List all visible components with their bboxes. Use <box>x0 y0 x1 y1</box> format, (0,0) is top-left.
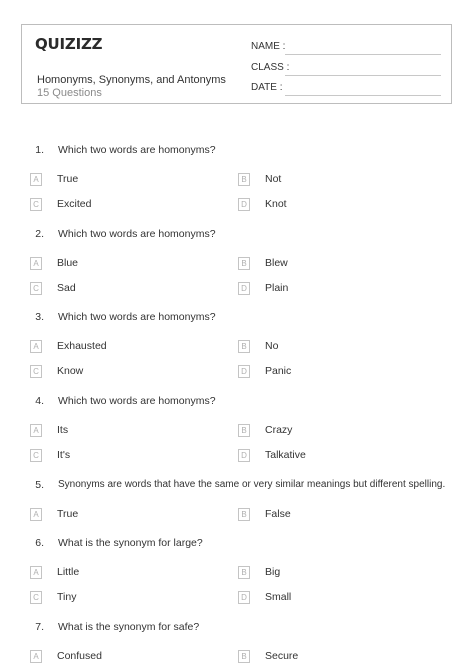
option-text: Its <box>57 424 69 436</box>
option-text: Big <box>265 566 281 578</box>
option-text: Talkative <box>265 449 306 461</box>
question-text: What is the synonym for large? <box>58 537 203 549</box>
question-text: Synonyms are words that have the same or very similar meanings but different spelling. <box>58 479 446 490</box>
question-5 <box>0 479 474 497</box>
question-number: 7. <box>35 621 44 633</box>
question-2 <box>0 228 474 246</box>
date-label: DATE : <box>251 82 283 93</box>
option-letter-box: A <box>30 424 42 437</box>
option-letter-box: B <box>238 257 250 270</box>
option-text: Crazy <box>265 424 293 436</box>
option-text: True <box>57 508 79 520</box>
question-text: Which two words are homonyms? <box>58 228 216 240</box>
quizizz-logo: QUIZIZZ <box>35 35 103 53</box>
option-letter-box: D <box>238 591 250 604</box>
question-7 <box>0 621 474 639</box>
question-number: 2. <box>35 228 44 240</box>
option-text: Know <box>57 365 84 377</box>
option-letter-box: B <box>238 508 250 521</box>
option-letter-box: B <box>238 650 250 663</box>
name-field[interactable] <box>251 41 441 55</box>
date-line[interactable] <box>285 95 441 96</box>
option-letter-box: B <box>238 424 250 437</box>
option-letter-box: C <box>30 449 42 462</box>
date-field[interactable] <box>251 82 441 96</box>
option-letter-box: A <box>30 566 42 579</box>
option-letter-box: B <box>238 566 250 579</box>
question-4 <box>0 395 474 413</box>
option-text: Confused <box>57 650 102 662</box>
option-letter-box: C <box>30 591 42 604</box>
worksheet-header <box>21 24 452 104</box>
option-text: False <box>265 508 291 520</box>
option-text: It's <box>57 449 71 461</box>
option-letter-box: D <box>238 365 250 378</box>
class-field[interactable] <box>251 62 441 76</box>
option-text: Secure <box>265 650 299 662</box>
question-number: 3. <box>35 311 44 323</box>
option-letter-box: D <box>238 282 250 295</box>
question-number: 4. <box>35 395 44 407</box>
option-letter-box: B <box>238 173 250 186</box>
option-text: Blue <box>57 257 79 269</box>
option-text: Little <box>57 566 80 578</box>
option-letter-box: A <box>30 257 42 270</box>
worksheet-title: Homonyms, Synonyms, and Antonyms <box>37 74 226 86</box>
option-text: Not <box>265 173 282 185</box>
option-letter-box: C <box>30 365 42 378</box>
option-text: Exhausted <box>57 340 107 352</box>
option-letter-box: D <box>238 198 250 211</box>
option-text: Blew <box>265 257 288 269</box>
option-text: Plain <box>265 282 289 294</box>
option-text: No <box>265 340 279 352</box>
question-text: Which two words are homonyms? <box>58 144 216 156</box>
question-6 <box>0 537 474 555</box>
question-text: Which two words are homonyms? <box>58 395 216 407</box>
option-text: Knot <box>265 198 287 210</box>
option-text: Tiny <box>57 591 77 603</box>
option-letter-box: A <box>30 173 42 186</box>
question-number: 1. <box>35 144 44 156</box>
name-line[interactable] <box>285 54 441 55</box>
option-letter-box: C <box>30 282 42 295</box>
question-3 <box>0 311 474 329</box>
class-label: CLASS : <box>251 62 290 73</box>
question-1 <box>0 144 474 162</box>
option-text: Panic <box>265 365 292 377</box>
option-text: Sad <box>57 282 76 294</box>
question-number: 6. <box>35 537 44 549</box>
question-number: 5. <box>35 479 44 491</box>
class-line[interactable] <box>285 75 441 76</box>
option-letter-box: C <box>30 198 42 211</box>
option-letter-box: A <box>30 508 42 521</box>
question-count: 15 Questions <box>37 87 102 99</box>
option-text: Small <box>265 591 292 603</box>
option-text: Excited <box>57 198 92 210</box>
option-letter-box: D <box>238 449 250 462</box>
option-letter-box: A <box>30 340 42 353</box>
option-text: True <box>57 173 79 185</box>
option-letter-box: A <box>30 650 42 663</box>
option-letter-box: B <box>238 340 250 353</box>
name-label: NAME : <box>251 41 286 52</box>
question-text: Which two words are homonyms? <box>58 311 216 323</box>
question-text: What is the synonym for safe? <box>58 621 200 633</box>
